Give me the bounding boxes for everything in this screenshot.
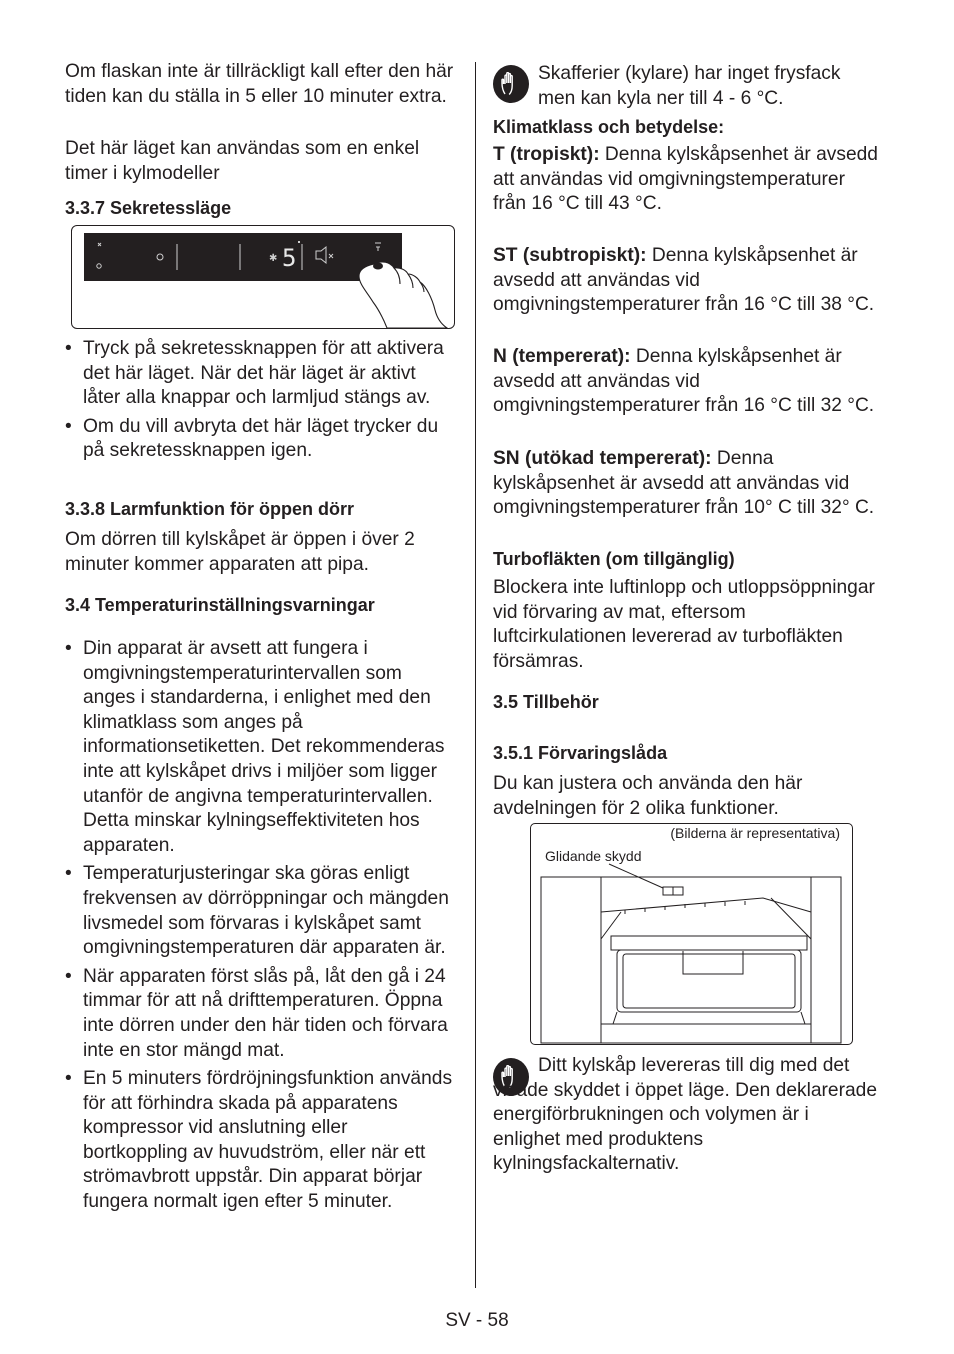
heading-3-3-8: 3.3.8 Larmfunktion för öppen dörr [65,499,355,519]
drawer-rim [611,936,807,950]
crisper-drawer-figure [530,823,853,1045]
climate-class-t-label: T (tropiskt): [493,144,600,165]
snowflake-icon: ✱ [269,253,278,264]
heading-3-4: 3.4 Temperaturinställningsvarningar [65,595,375,615]
paragraph-3-3-8: Om dörren till kylskåpet är öppen i över 2 minuter kommer apparaten att pipa. [65,529,415,575]
climate-class-st-label: ST (subtropiskt): [493,245,647,266]
temperature-digit: 5 [282,244,297,272]
paragraph-3-5-1: Du kan justera och använda den här avdelningen för 2 olika funktioner. [493,773,803,819]
paragraph-turbo: Blockera inte luftinlopp och utloppsöppningar vid förvaring av mat, eftersom luftcirkulationen levererad av turbofläkten försämras. [493,577,875,672]
list-item: • En 5 minuters fördröjningsfunktion används för att förhindra skada på apparatens kompressor vid anslutning eller bortkoppling av huvudström, eller när ett strömavbrott uppstår. Din apparat börjar fungera normalt igen efter 5 minuter. [65,1067,457,1215]
intro-paragraph-1: Om flaskan inte är tillräckligt kall efter den här tiden kan du ställa in 5 eller 10 minuter extra. [65,61,454,107]
climate-class-st [493,244,881,318]
note-shipping: Ditt kylskåp levereras till dig med det visade skyddet i öppet läge. Den deklarerade energiförbrukningen och volymen är i enlighet med produktens kylningsfackalternativ. [493,1055,877,1175]
fridge-interior [541,877,841,1043]
list-item: • När apparaten först slås på, låt den gå i 24 timmar för att nå drifttemperaturen. Öppna inte dörren under den här tiden och förvara inte en stor mängd mat. [65,965,457,1063]
climate-class-n-label: N (tempererat): [493,346,631,367]
heading-3-5: 3.5 Tillbehör [493,692,599,712]
degree-dot [298,241,300,243]
label-pointer-line [609,864,663,888]
panel-display-bar [84,233,402,281]
control-panel-illustration [72,226,454,328]
bullet-list-3-3-7 [65,337,457,464]
climate-class-n-text: Denna kylskåpsenhet är avsedd att användas vid omgivningstemperaturer från 16 °C till 32 °C. [493,346,875,417]
heading-3-5-1: 3.5.1 Förvaringslåda [493,743,668,763]
climate-class-sn-label: SN (utökad tempererat): [493,448,712,469]
control-panel-figure [71,225,455,329]
climate-class-n [493,345,881,419]
list-item: • Din apparat är avsett att fungera i omgivningstemperaturintervallen som anges i standarderna, i enlighet med den klimatklass som anges på informationsetiketten. Det rekommenderas inte att kylskåpet drivs i miljöer som ligger utanför de angivna temperaturintervallen. Detta minskar kylningseffektiviteten hos apparaten. [65,637,457,858]
figure-label-sliding-cover: Glidande skydd [545,848,642,864]
climate-class-sn-text: Denna kylskåpsenhet är avsedd att användas vid omgivningstemperaturer från 10° C till 32° C. [493,448,875,519]
heading-turbo: Turbofläkten (om tillgänglig) [493,549,735,569]
sliding-cover-switch-left [663,887,673,895]
bullet-list-3-4 [65,637,457,1215]
climate-class-st-text: Denna kylskåpsenhet är avsedd att användas vid omgivningstemperaturer från 16 °C till 38 °C. [493,245,875,316]
intro-paragraph-2: Det här läget kan användas som en enkel timer i kylmodeller [65,138,420,184]
heading-klimatklass: Klimatklass och betydelse: [493,117,725,137]
climate-class-t-text: Denna kylskåpsenhet är avsedd att användas vid omgivningstemperaturer från 16 °C till 43 °C. [493,144,878,215]
note-pantry: Skafferier (kylare) har inget frysfack men kan kyla ner till 4 - 6 °C. [538,63,841,109]
list-item: • Tryck på sekretessknappen för att aktivera det här läget. När det här läget är aktivt låter alla knappar och larmljud stängs av. [65,337,457,411]
fingertip-touch [373,263,383,270]
finger-illustration [359,262,447,328]
climate-class-t [493,143,881,217]
warning-hand-icon [493,65,529,103]
sliding-cover-switch-right [673,887,683,895]
climate-class-sn [493,447,881,521]
crisper-drawer-illustration [531,824,852,1044]
drawer-front [617,950,801,1012]
heading-3-3-7: 3.3.7 Sekretessläge [65,198,232,218]
list-item: • Temperaturjusteringar ska göras enligt frekvensen av dörröppningar och mängden livsmedel som förvaras i kylskåpet samt omgivningstemperaturen där apparaten är. [65,862,457,960]
column-divider [475,62,476,1288]
page-number: SV - 58 [445,1310,509,1331]
figure-caption: (Bilderna är representativa) [670,825,840,841]
list-item: • Om du vill avbryta det här läget trycker du på sekretessknappen igen. [65,415,457,464]
